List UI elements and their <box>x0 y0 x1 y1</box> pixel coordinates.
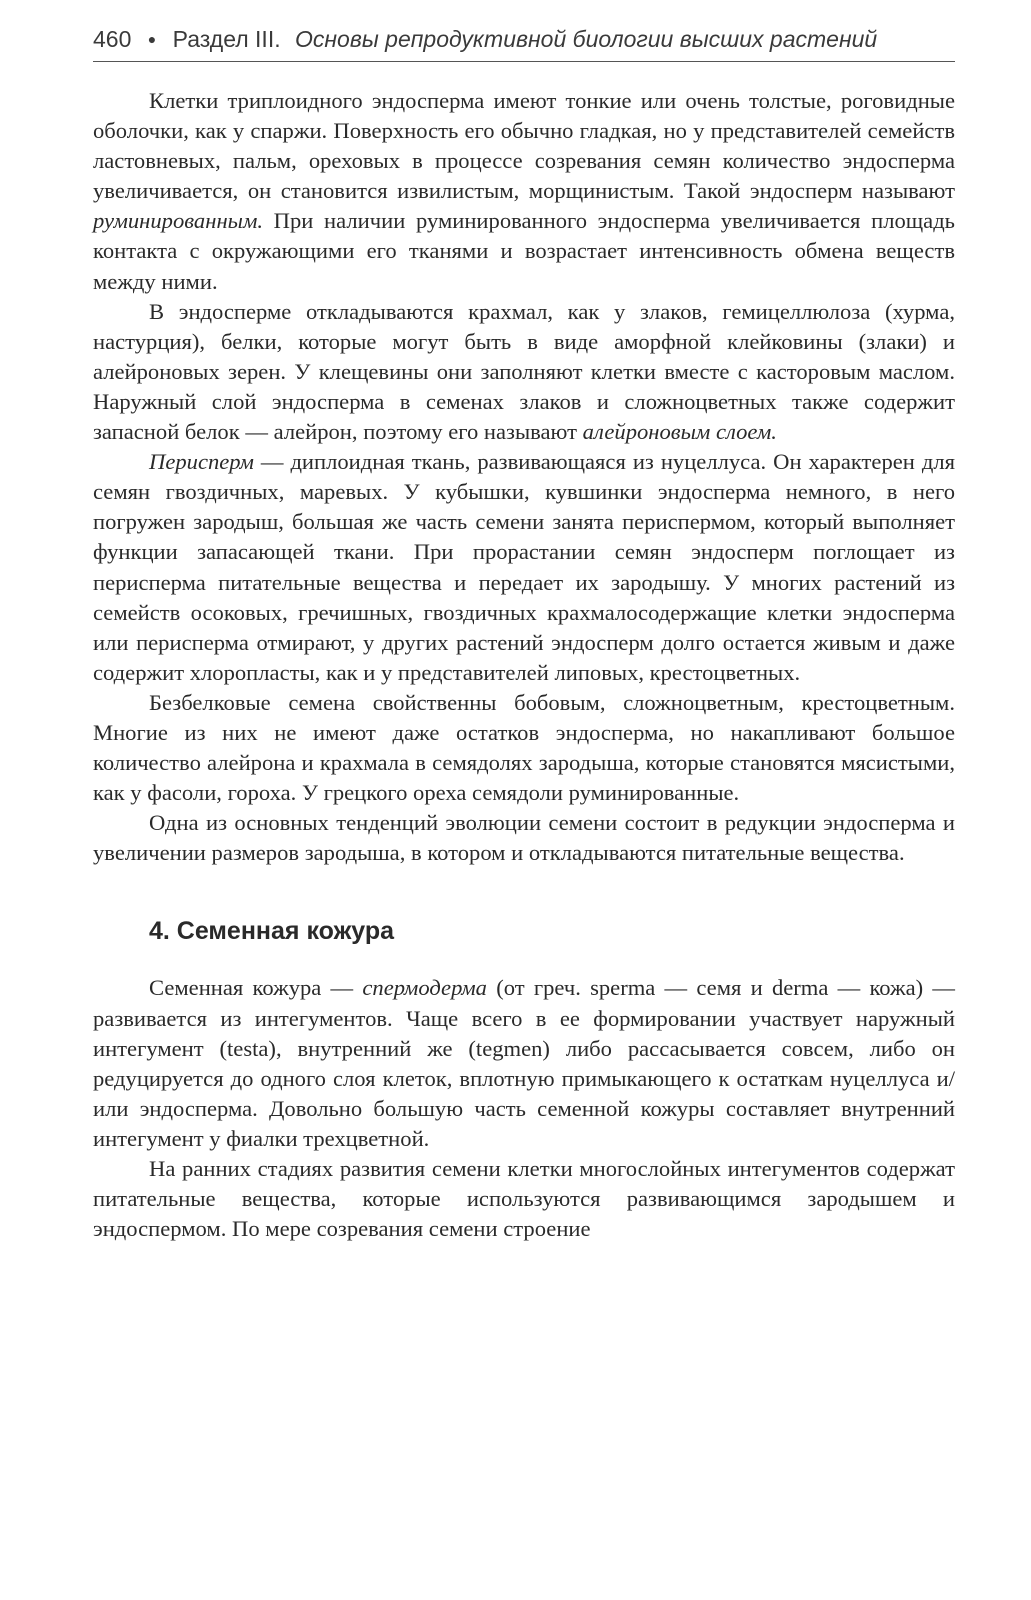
page-body <box>93 86 955 1244</box>
paragraph-5: Одна из основных тенденций эволюции семени состоит в редукции эндосперма и увеличении размеров зародыша, в котором и откладываются питательные вещества. <box>93 810 955 866</box>
header-divider <box>93 61 955 62</box>
section-label: Раздел III. <box>172 26 281 52</box>
paragraph-4: Безбелковые семена свойственны бобовым, сложноцветным, крестоцветным. Многие из них не имеют даже остатков эндосперма, но накапливают большое количество алейрона и крахмала в семядолях зародыша, которые становятся мясистыми, как у фасоли, гороха. У грецкого ореха семядоли руминированные. <box>93 689 955 806</box>
bullet-icon: ● <box>147 31 157 47</box>
page-number: 460 <box>93 26 132 52</box>
paragraph-6: Семенная кожура — спермодерма (от греч. sperma — семя и derma — кожа) — развивается из интегументов. Чаще всего в ее формировании участвует наружный интегумент (testa), внутренний же (tegmen) либо рассасывается совсем, либо он редуцируется до одного слоя клеток, вплотную примыкающего к остаткам нуцеллуса и/или эндосперма. Довольно большую часть семенной кожуры составляет внутренний интегумент у фиалки трехцветной. <box>93 975 955 1151</box>
running-header <box>93 26 955 53</box>
paragraph-2: В эндосперме откладываются крахмал, как у злаков, гемицеллюлоза (хурма, настурция), белки, которые могут быть в виде аморфной клейковины (злаки) и алейроновых зерен. У клещевины они заполняют клетки вместе с касторовым маслом. Наружный слой эндосперма в семенах злаков и сложноцветных также содержит запасной белок — алейрон, поэтому его называют алейроновым слоем. <box>93 298 955 445</box>
paragraph-3: Перисперм — диплоидная ткань, развивающаяся из нуцеллуса. Он характерен для семян гвоздичных, маревых. У кубышки, кувшинки эндосперма немного, в него погружен зародыш, большая же часть семени занята периспермом, который выполняет функции запасающей ткани. При прорастании семян эндосперм поглощает из перисперма питательные вещества и передает их зародышу. У многих растений из семейств осоковых, гречишных, гвоздичных крахмалосодержащие клетки эндосперма или перисперма отмирают, у других растений эндосперм долго остается живым и даже содержит хлоропласты, как и у представителей липовых, крестоцветных. <box>93 449 955 685</box>
paragraph-7: На ранних стадиях развития семени клетки многослойных интегументов содержат питательные вещества, которые используются развивающимся зародышем и эндоспермом. По мере созревания семени строение <box>93 1156 955 1242</box>
section-heading: 4. Семенная кожура <box>149 917 395 946</box>
term-perisperm: Перисперм <box>149 449 254 475</box>
term-spermoderm: спермодерма <box>362 975 487 1001</box>
paragraph-1: Клетки триплоидного эндосперма имеют тонкие или очень толстые, роговидные оболочки, как у спаржи. Поверхность его обычно гладкая, но у представителей семейств ластовневых, пальм, ореховых в процессе созревания семян количество эндосперма увеличивается, он становится извилистым, морщинистым. Такой эндосперм называют руминированным. При наличии руминированного эндосперма увеличивается площадь контакта с окружающими его тканями и возрастает интенсивность обмена веществ между ними. <box>93 88 955 294</box>
term-ruminated: руминированным. <box>93 208 264 234</box>
term-aleurone-layer: алейроновым слоем. <box>582 419 777 445</box>
running-title: Основы репродуктивной биологии высших растений <box>295 26 878 52</box>
